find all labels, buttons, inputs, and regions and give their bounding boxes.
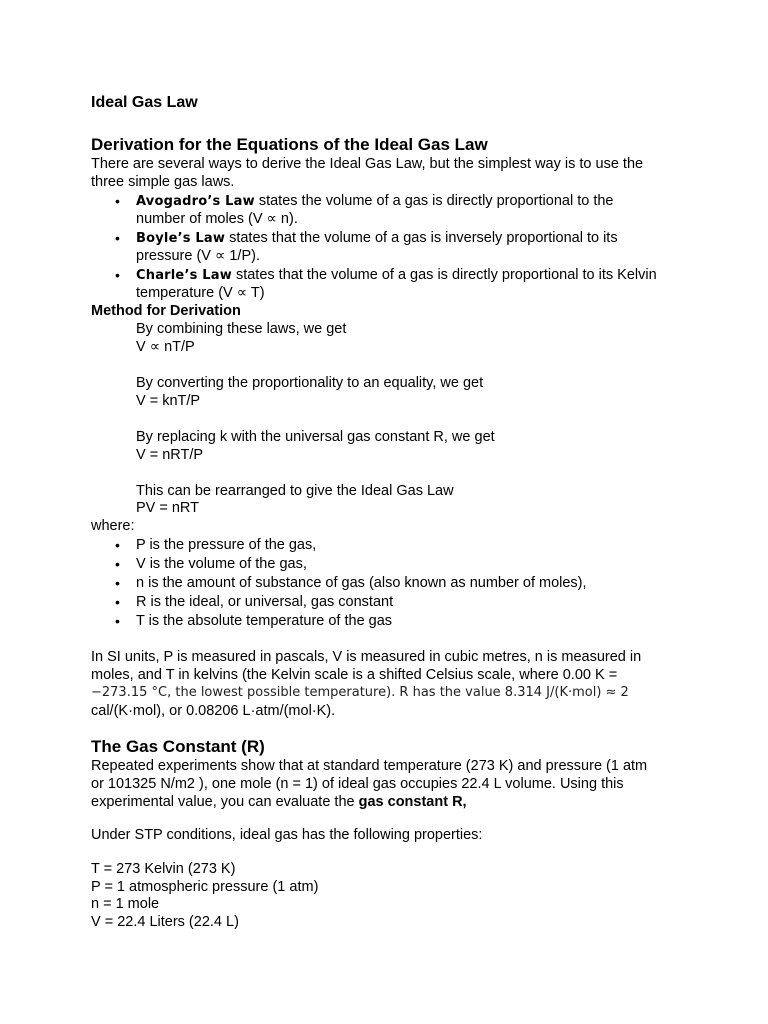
intro-line-1: There are several ways to derive the Ideal Gas Law, but the simplest way is to use the (91, 156, 644, 172)
si-units-line-1: In SI units, P is measured in pascals, V is measured in cubic metres, n is measured in (91, 649, 642, 665)
si-units-line-4: cal/(K·mol), or 0.08206 L·atm/(mol·K). (91, 703, 336, 719)
law-name: Boyle’s Law (136, 231, 226, 246)
law-text: states that the volume of a gas is inversely proportional to its (225, 230, 618, 246)
stp-property: n = 1 mole (91, 896, 160, 912)
bullet: • (115, 193, 120, 209)
bullet: • (115, 613, 120, 629)
gas-constant-text: experimental value, you can evaluate the (91, 794, 359, 810)
variable-item: P is the pressure of the gas, (136, 537, 317, 553)
page-title: Ideal Gas Law (91, 94, 198, 111)
method-heading: Method for Derivation (91, 303, 241, 319)
variable-item: R is the ideal, or universal, gas constant (136, 594, 394, 610)
bullet: • (115, 556, 120, 572)
intro-line-2: three simple gas laws. (91, 174, 235, 190)
law-text: states the volume of a gas is directly proportional to the (254, 193, 614, 209)
step-equation: V = nRT/P (136, 447, 204, 463)
gas-constant-heading: The Gas Constant (R) (91, 737, 265, 756)
step-text: This can be rearranged to give the Ideal Gas Law (136, 483, 454, 499)
si-units-line-2: moles, and T in kelvins (the Kelvin scale is a shifted Celsius scale, where 0.00 K = (91, 667, 618, 683)
variable-item: V is the volume of the gas, (136, 556, 307, 572)
stp-property: T = 273 Kelvin (273 K) (91, 861, 236, 877)
variable-item: T is the absolute temperature of the gas (136, 613, 393, 629)
gas-constant-line-1: Repeated experiments show that at standard temperature (273 K) and pressure (1 atm (91, 758, 648, 774)
derivation-heading: Derivation for the Equations of the Ideal Gas Law (91, 135, 488, 154)
gas-constant-emphasis: gas constant R, (358, 794, 467, 810)
step-equation: PV = nRT (136, 500, 199, 516)
law-boyle-cont: pressure (V ∝ 1/P). (136, 248, 260, 264)
bullet: • (115, 594, 120, 610)
law-boyle (136, 229, 618, 248)
stp-property: V = 22.4 Liters (22.4 L) (91, 914, 239, 930)
gas-constant-line-3 (91, 793, 467, 811)
stp-property: P = 1 atmospheric pressure (1 atm) (91, 879, 319, 895)
where-label: where: (91, 518, 135, 534)
bullet: • (115, 537, 120, 553)
step-text: By converting the proportionality to an equality, we get (136, 375, 484, 391)
law-text: states that the volume of a gas is directly proportional to its Kelvin (231, 267, 657, 283)
step-equation: V ∝ nT/P (136, 339, 195, 355)
step-text: By replacing k with the universal gas constant R, we get (136, 429, 495, 445)
bullet: • (115, 575, 120, 591)
step-text: By combining these laws, we get (136, 321, 347, 337)
law-charle-cont: temperature (V ∝ T) (136, 285, 265, 301)
law-charle (136, 266, 657, 285)
gas-constant-line-2: or 101325 N/m2 ), one mole (n = 1) of ideal gas occupies 22.4 L volume. Using this (91, 776, 624, 792)
variable-item: n is the amount of substance of gas (also known as number of moles), (136, 575, 587, 591)
law-name: Charle’s Law (136, 268, 232, 283)
law-name: Avogadro’s Law (136, 194, 255, 209)
bullet: • (115, 267, 120, 283)
si-units-line-3: −273.15 °C, the lowest possible temperature). R has the value 8.314 J/(K·mol) ≈ 2 (91, 685, 629, 700)
law-avogadro (136, 192, 613, 211)
law-avogadro-cont: number of moles (V ∝ n). (136, 211, 298, 227)
step-equation: V = knT/P (136, 393, 201, 409)
stp-intro: Under STP conditions, ideal gas has the following properties: (91, 827, 483, 843)
bullet: • (115, 230, 120, 246)
